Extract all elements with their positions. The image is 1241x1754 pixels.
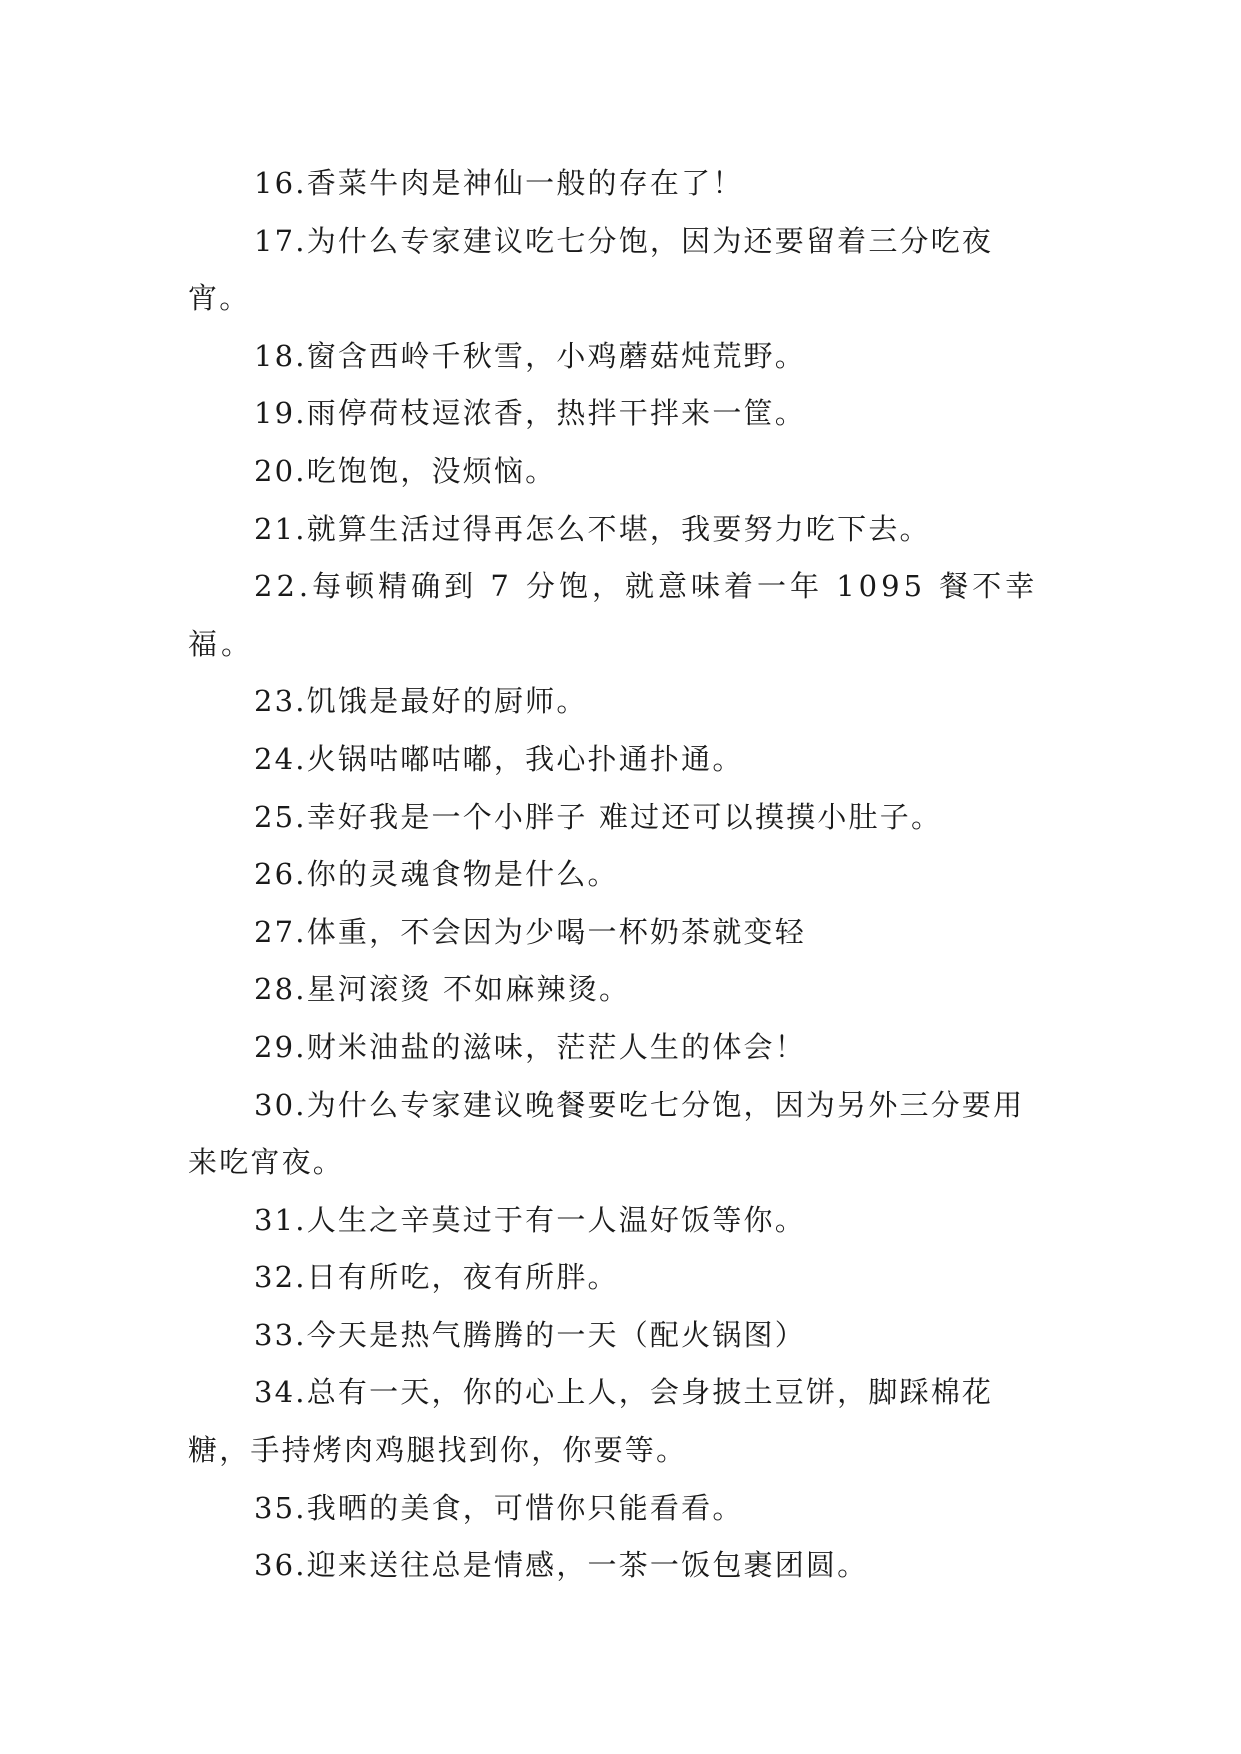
paragraph: 17.为什么专家建议吃七分饱，因为还要留着三分吃夜宵。 [188, 223, 994, 316]
paragraph: 26.你的灵魂食物是什么。 [254, 857, 619, 892]
paragraph: 33.今天是热气腾腾的一天（配火锅图） [254, 1317, 806, 1352]
document-body [188, 155, 1048, 1595]
paragraph: 16.香菜牛肉是神仙一般的存在了！ [254, 166, 744, 200]
paragraph: 23.饥饿是最好的厨师。 [254, 684, 588, 719]
paragraph: 28.星河滚烫 不如麻辣烫。 [254, 972, 631, 1007]
paragraph: 22.每顿精确到 7 分饱，就意味着一年 1095 餐不幸福。 [188, 569, 1039, 661]
paragraph: 36.迎来送往总是情感，一茶一饭包裹团圆。 [254, 1548, 869, 1583]
paragraph: 18.窗含西岭千秋雪，小鸡蘑菇炖荒野。 [254, 338, 806, 373]
paragraph: 20.吃饱饱，没烦恼。 [254, 453, 557, 488]
paragraph: 34.总有一天，你的心上人，会身披土豆饼，脚踩棉花糖，手持烤肉鸡腿找到你，你要等。 [188, 1375, 994, 1468]
paragraph: 21.就算生活过得再怎么不堪，我要努力吃下去。 [254, 511, 931, 546]
paragraph: 25.幸好我是一个小胖子 难过还可以摸摸小肚子。 [254, 799, 943, 834]
paragraph: 29.财米油盐的滋味，茫茫人生的体会！ [254, 1029, 806, 1064]
paragraph: 35.我晒的美食，可惜你只能看看。 [254, 1490, 744, 1525]
paragraph: 30.为什么专家建议晚餐要吃七分饱，因为另外三分要用来吃宵夜。 [188, 1087, 1025, 1180]
paragraph: 19.雨停荷枝逗浓香，热拌干拌来一筐。 [254, 396, 806, 431]
paragraph: 32.日有所吃，夜有所胖。 [254, 1260, 619, 1295]
paragraph: 27.体重，不会因为少喝一杯奶茶就变轻 [254, 914, 806, 949]
paragraph: 24.火锅咕嘟咕嘟，我心扑通扑通。 [254, 741, 744, 776]
paragraph: 31.人生之辛莫过于有一人温好饭等你。 [254, 1202, 806, 1237]
